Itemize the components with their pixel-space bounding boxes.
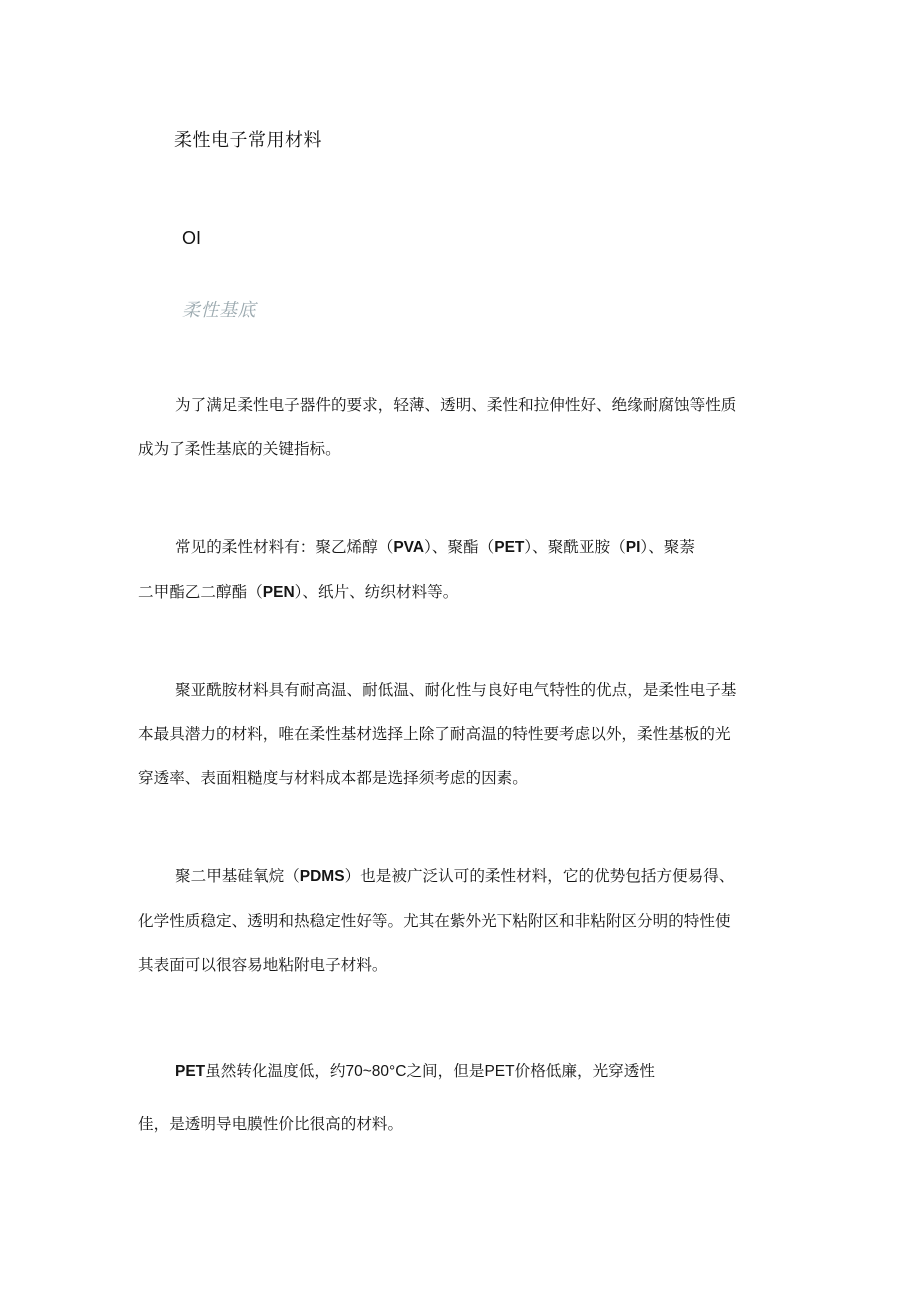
paragraph-line [138, 1049, 786, 1094]
paragraph-2 [138, 525, 786, 615]
abbr-pet: PET [494, 539, 525, 556]
text-run: 价格低廉，光穿透性 [514, 1062, 655, 1080]
paragraph-line: 为了满足柔性电子器件的要求，轻薄、透明、柔性和拉伸性好、绝缘耐腐蚀等性质 [175, 396, 737, 414]
temperature-range: 70~80°C [345, 1063, 407, 1080]
paragraph-5 [138, 1049, 786, 1146]
text-run: ）、纸片、纺织材料等。 [294, 583, 459, 601]
document-title: 柔性电子常用材料 [174, 130, 322, 151]
abbr-pet: PET [484, 1063, 515, 1080]
text-run: 虽然转化温度低，约 [205, 1062, 346, 1080]
paragraph-line [138, 854, 786, 899]
abbr-pdms: PDMS [299, 868, 345, 885]
paragraph-4 [138, 854, 786, 987]
text-run: ）、聚酯（ [424, 538, 495, 556]
abbr-pva: PVA [393, 539, 425, 556]
section-number: OI [182, 228, 202, 248]
text-run: ）、聚萘 [640, 538, 695, 556]
paragraph-line [138, 525, 786, 570]
abbr-pi: PI [625, 539, 641, 556]
paragraph-line: 化学性质稳定、透明和热稳定性好等。尤其在紫外光下粘附区和非粘附区分明的特性使 [138, 912, 731, 930]
text-run: 聚二甲基硅氧烷（ [175, 867, 300, 885]
text-run: 之间，但是 [406, 1062, 485, 1080]
paragraph-line: 聚亚酰胺材料具有耐高温、耐低温、耐化性与良好电气特性的优点，是柔性电子基 [175, 681, 737, 699]
abbr-pet: PET [175, 1063, 206, 1080]
paragraph-line: 其表面可以很容易地粘附电子材料。 [138, 956, 388, 974]
paragraph-line: 本最具潜力的材料，唯在柔性基材选择上除了耐高温的特性要考虑以外，柔性基板的光 [138, 725, 731, 743]
text-run: ）也是被广泛认可的柔性材料，它的优势包括方便易得、 [344, 867, 735, 885]
paragraph-line: 佳，是透明导电膜性价比很高的材料。 [138, 1115, 404, 1133]
paragraph-line: 穿透率、表面粗糙度与材料成本都是选择须考虑的因素。 [138, 769, 528, 787]
abbr-pen: PEN [262, 584, 295, 601]
paragraph-1 [138, 383, 786, 471]
text-run: ）、聚酰亚胺（ [524, 538, 626, 556]
paragraph-line: 成为了柔性基底的关键指标。 [138, 440, 341, 458]
paragraph-3 [138, 668, 786, 800]
text-run: 二甲酯乙二醇酯（ [138, 583, 263, 601]
section-heading: 柔性基底 [182, 300, 256, 321]
paragraph-line [138, 570, 786, 615]
text-run: 常见的柔性材料有：聚乙烯醇（ [175, 538, 394, 556]
